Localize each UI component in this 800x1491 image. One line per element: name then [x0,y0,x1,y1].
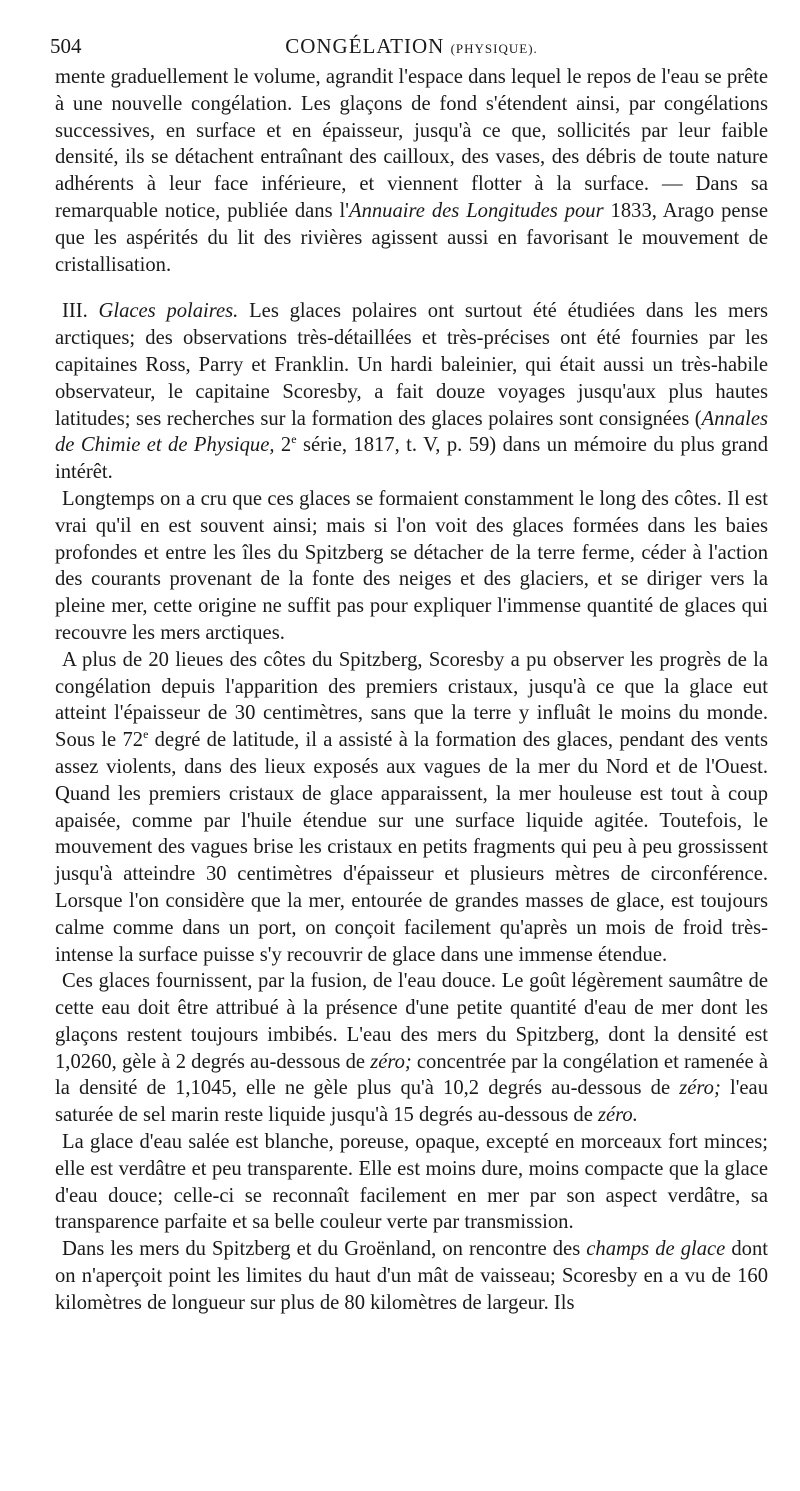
section-number: III. [62,300,99,323]
emphasis: zéro. [598,1104,638,1127]
running-title-main: CONGÉLATION [285,34,445,58]
text-run: mente graduellement le volume, agrandit l'espace dans lequel le repos de l'eau se prête à une nouvelle congélation. Les glaçons de fond s'étendent ainsi, par congélations successives, en surface et en épaisseur, jusqu'à ce que, sollicités par leur faible densité, ils se détachent entraînant des cailloux, des vases, des débris de toute nature adhérents à leur face inférieure, et viennent flotter à la surface. — Dans sa remarquable notice, publiée dans l' [55,66,768,222]
text-run: A plus de 20 lieues des côtes du Spitzberg, Scoresby a pu observer les progrès de la congélation depuis l'apparition des premiers cristaux, jusqu'à ce que la glace eut atteint l'épaisseur de 30 centimètres, sans que la terre y influât le moins du monde. Sous le 72 [55,648,768,752]
paragraph [55,968,768,1129]
text-run: série, 1817, t. V, p. 59) dans un mémoire du plus grand intérêt. [55,434,768,484]
page-header [50,28,768,64]
paragraph-section-heading [55,298,768,486]
superscript: e [143,727,149,742]
text-run: Dans les mers du Spitzberg et du Groënland, on rencontre des [62,1238,587,1261]
text-run: Les glaces polaires ont surtout été étudiées dans les mers arctiques; des observations très-détaillées et très-précises ont été fournies par les capitaines Ross, Parry et Franklin. Un hardi baleinier, qui était aussi un très-habile observateur, le capitaine Scoresby, a fait douze voyages jusqu'aux plus hautes latitudes; ses recherches sur la formation des glaces polaires sont consignées ( [55,300,769,430]
paragraph [55,1236,768,1316]
paragraph [55,1129,768,1236]
text-run: concentrée par la congélation et ramenée à la densité de 1,1045, elle ne gèle plus qu'à 10,2 degrés au-dessous de [55,1050,768,1100]
book-page [50,28,769,1317]
superscript: e [291,432,297,447]
running-title-sub: (PHYSIQUE). [450,41,538,56]
text-run: l'eau saturée de sel marin reste liquide jusqu'à 15 degrés au-dessous de [55,1077,768,1127]
journal-reference: Annales de Chimie et de Physique, [55,407,768,457]
text-run: Longtemps on a cru que ces glaces se formaient constamment le long des côtes. Il est vrai qu'il en est souvent ainsi; mais si l'on voit des glaces formées dans les baies profondes et entre les îles du Spitzberg se détacher de la terre ferme, céder à l'action des courants provenant de la fonte des neiges et des glaciers, et se diriger vers la pleine mer, cette origine ne suffit pas pour expliquer l'immense quantité de glaces qui recouvre les mers arctiques. [55,487,768,644]
paragraph [55,647,768,969]
section-gap [55,278,768,298]
text-run: 2 [274,434,292,457]
emphasis: zéro; [370,1050,412,1073]
text-run: Ces glaces fournissent, par la fusion, de l'eau douce. Le goût légèrement saumâtre de cette eau doit être attribué à la présence d'une petite quantité d'eau de mer dont les glaçons restent toujours imbibés. L'eau des mers du Spitzberg, dont la densité est 1,0260, gèle à 2 degrés au-dessous de [55,970,768,1073]
text-run: dont on n'aperçoit point les limites du haut d'un mât de vaisseau; Scoresby en a vu de 160 kilomètres de longueur sur plus de 80 kilomètres de largeur. Ils [55,1238,768,1314]
page-number: 504 [50,34,82,58]
running-title [55,28,768,67]
text-run: La glace d'eau salée est blanche, poreuse, opaque, excepté en morceaux fort minces; elle est verdâtre et peu transparente. Elle est moins dure, moins compacte que la glace d'eau douce; celle-ci se reconnaît facilement en mer par son aspect verdâtre, sa transparence parfaite et sa belle couleur verte par transmission. [55,1131,768,1234]
paragraph-continuation [55,64,768,278]
section-title: Glaces polaires. [98,300,239,323]
paragraph [55,486,768,647]
emphasis: zéro; [679,1077,721,1100]
text-run: degré de latitude, il a assisté à la formation des glaces, pendant des vents assez violents, dans des lieux exposés aux vagues de la mer du Nord et de l'Ouest. Quand les premiers cristaux de glace apparaissent, la mer houleuse est tout à coup apaisée, comme par l'huile étendue sur une surface liquide agitée. Toutefois, le mouvement des vagues brise les cristaux en petits fragments qui peu à peu grossissent jusqu'à atteindre 30 centimètres d'épaisseur et plusieurs mètres de circonférence. Lorsque l'on considère que la mer, entourée de grandes masses de glace, est toujours calme comme dans un port, on conçoit facilement qu'après un mois de froid très-intense la surface puisse s'y recouvrir de glace dans une immense étendue. [55,729,768,966]
journal-title: Annuaire des Longitudes pour [348,199,604,222]
emphasis: champs de glace [586,1238,726,1261]
body-text [55,64,768,1317]
text-run: 1833, Arago pense que les aspérités du lit des rivières agissent aussi en favorisant le mouvement de cristallisation. [55,199,769,276]
